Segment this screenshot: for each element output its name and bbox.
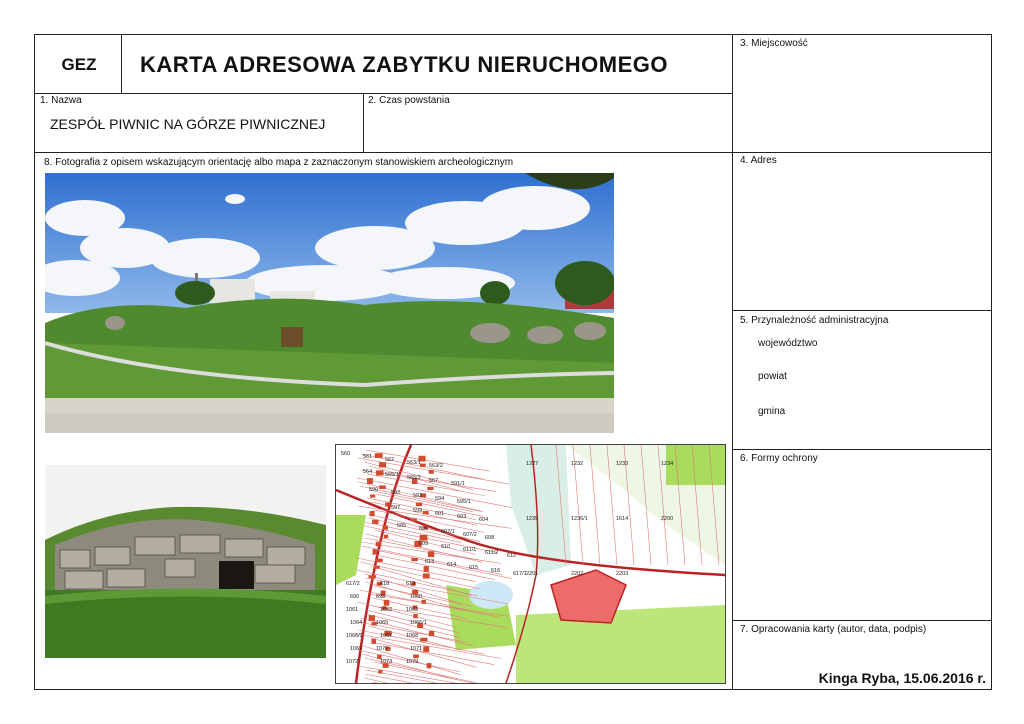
- building: [384, 600, 390, 606]
- parcel-number: 612: [507, 553, 517, 559]
- parcel-number: 1070: [376, 646, 389, 652]
- parcel-number: 604: [479, 517, 489, 523]
- building: [378, 670, 382, 673]
- building: [411, 518, 417, 521]
- parcel-number: 1232: [571, 461, 584, 467]
- building: [420, 535, 428, 541]
- powiat-label: powiat: [758, 371, 787, 382]
- parcel-number: 562: [385, 457, 395, 463]
- parcel-number: 2203: [616, 571, 629, 577]
- parcel-number: 565/1: [385, 472, 399, 478]
- parcel-number: 1066/1: [410, 620, 427, 626]
- building: [424, 566, 429, 572]
- parcel-number: 608: [485, 535, 495, 541]
- name-divider: [363, 93, 364, 152]
- column-divider: [732, 34, 733, 690]
- row2-bottom: [34, 152, 992, 153]
- parcel-number: 603: [457, 514, 467, 520]
- cadastral-map: [335, 444, 726, 684]
- building: [376, 470, 384, 475]
- parcel-number: 611/2: [485, 550, 499, 556]
- parcel-number: 593: [413, 493, 423, 499]
- parcel-number: 607/1: [441, 529, 455, 535]
- frame-left: [34, 34, 35, 690]
- building: [428, 551, 434, 557]
- parcel-number: 1063: [406, 607, 419, 613]
- parcel-number: 564: [363, 469, 373, 475]
- building: [379, 485, 386, 489]
- building: [383, 526, 388, 530]
- right-divider-1: [732, 310, 992, 311]
- parcel-number: 565/2: [407, 475, 421, 481]
- frame-bottom: [34, 689, 992, 690]
- parcel-number: 605: [397, 523, 407, 529]
- parcel-number: 1234: [661, 461, 674, 467]
- building: [369, 575, 376, 578]
- parcel-number: 2202: [571, 571, 584, 577]
- parcel-number: 1079: [406, 659, 419, 665]
- parcel-number: 1066/2: [346, 633, 363, 639]
- parcel-number: 1067: [380, 633, 393, 639]
- parcel-number: 1065: [376, 620, 389, 626]
- parcel-number: 1072: [346, 659, 359, 665]
- parcel-number: 619: [406, 581, 416, 587]
- building: [373, 549, 377, 554]
- parcel-number: 617/2: [346, 581, 360, 587]
- form-title: KARTA ADRESOWA ZABYTKU NIERUCHOMEGO: [140, 52, 668, 77]
- building: [413, 654, 419, 658]
- parcel-number: 618: [380, 581, 390, 587]
- right-divider-3: [732, 620, 992, 621]
- building: [427, 487, 433, 490]
- nazwa-value: ZESPÓŁ PIWNIC NA GÓRZE PIWNICZNEJ: [50, 116, 326, 132]
- building: [422, 600, 426, 604]
- building: [367, 478, 373, 484]
- formy-label: 6. Formy ochrony: [740, 453, 818, 464]
- parcel-number: 1235: [526, 516, 539, 522]
- parcel-number: 1236/1: [571, 516, 588, 522]
- building: [420, 464, 426, 467]
- wojewodztwo-label: województwo: [758, 338, 818, 349]
- parcel-number: 563/1: [407, 460, 421, 466]
- parcel-number: 607/2: [463, 532, 477, 538]
- parcel-number: 617/1: [513, 571, 527, 577]
- gmina-label: gmina: [758, 406, 786, 417]
- building: [385, 503, 389, 507]
- parcel-number: 1060: [410, 594, 423, 600]
- nazwa-label: 1. Nazwa: [40, 95, 82, 106]
- parcel-number: 595/1: [457, 499, 471, 505]
- building: [369, 615, 375, 621]
- building: [423, 646, 429, 652]
- opracowania-label: 7. Opracowania karty (autor, data, podpis): [740, 624, 927, 635]
- przynaleznosc-label: 5. Przynależność administracyjna: [740, 315, 889, 326]
- form-code: GEZ: [61, 55, 97, 74]
- building: [413, 614, 417, 618]
- parcel-number: 1064: [350, 620, 363, 626]
- parcel-number: 1614: [616, 516, 629, 522]
- building: [416, 503, 422, 507]
- parcel-number: 592: [391, 490, 401, 496]
- czas-label: 2. Czas powstania: [368, 95, 450, 106]
- parcel-number: 601: [435, 511, 445, 517]
- building: [427, 663, 432, 668]
- parcel-number: 560: [341, 451, 351, 457]
- building: [372, 639, 377, 644]
- parcel-number: 563/2: [429, 463, 443, 469]
- parcel-number: 1233: [616, 461, 629, 467]
- parcel-number: 2200: [661, 516, 674, 522]
- parcel-number: 567: [429, 478, 439, 484]
- parcel-number: 609: [419, 541, 429, 547]
- cellars-photo-wide: [45, 173, 614, 433]
- parcel-number: 599: [413, 508, 423, 514]
- header-bottom: [34, 93, 732, 94]
- parcel-number: 1071: [410, 646, 423, 652]
- parcel-number: 561: [363, 454, 373, 460]
- building: [375, 559, 383, 562]
- parcel-number: 1073: [380, 659, 393, 665]
- parcel-number: 1068: [406, 633, 419, 639]
- building: [420, 638, 427, 642]
- building: [423, 511, 429, 514]
- parcel-number: 594: [435, 496, 445, 502]
- miejscowosc-label: 3. Miejscowość: [740, 38, 808, 49]
- parcel-number: 614: [447, 562, 457, 568]
- parcel-number: 1062: [380, 607, 393, 613]
- building: [411, 558, 417, 561]
- parcel-number: 690: [350, 594, 360, 600]
- building: [429, 631, 434, 636]
- building: [370, 495, 375, 498]
- frame-top: [34, 34, 992, 35]
- parcel-number: 1069: [350, 646, 363, 652]
- parcel-number: 591/1: [451, 481, 465, 487]
- author-signature: Kinga Ryba, 15.06.2016 r.: [818, 670, 986, 686]
- parcel-number: 597: [391, 505, 401, 511]
- foto-label: 8. Fotografia z opisem wskazującym orientację albo mapa z zaznaczonym stanowiskiem archeologicznym: [44, 157, 514, 168]
- building: [423, 573, 430, 578]
- parcel-number: 610: [441, 544, 451, 550]
- building: [372, 520, 378, 524]
- parcel-number: 613: [425, 559, 435, 565]
- cellar-photo-closeup: [45, 465, 326, 658]
- parcel-number: 611/1: [463, 547, 477, 553]
- building: [384, 535, 388, 538]
- building: [370, 511, 375, 516]
- frame-right: [991, 34, 992, 690]
- parcel-number: 606: [419, 526, 429, 532]
- adres-label: 4. Adres: [740, 155, 777, 166]
- building: [375, 453, 383, 458]
- parcel-number: 615: [469, 565, 479, 571]
- parcel-number: 616: [491, 568, 501, 574]
- parcel-number: 590: [369, 487, 379, 493]
- parcel-number: 698: [376, 594, 386, 600]
- right-divider-2: [732, 449, 992, 450]
- building: [376, 542, 382, 547]
- building: [429, 470, 434, 474]
- parcel-number: 2201: [526, 571, 539, 577]
- building: [374, 566, 380, 569]
- parcel-number: 1061: [346, 607, 359, 613]
- parcel-number: 1227: [526, 461, 539, 467]
